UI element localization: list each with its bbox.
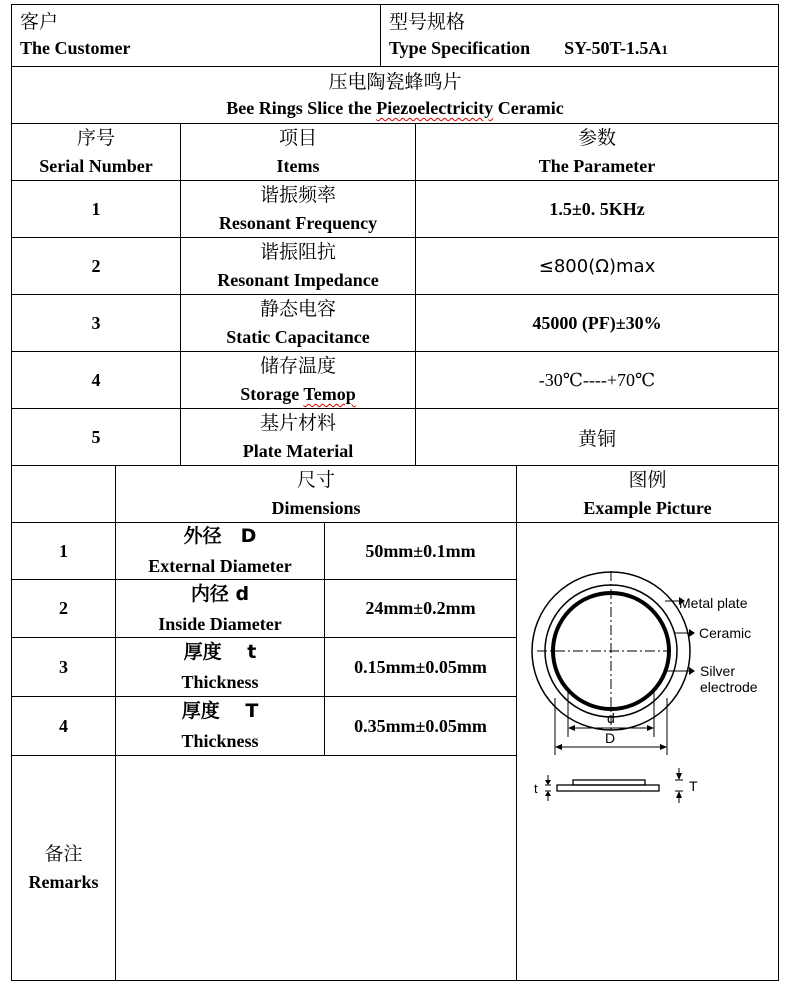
items-header-en: Items (276, 156, 320, 176)
title-en (226, 95, 563, 121)
dim-value: 24mm±0.2mm (365, 598, 476, 618)
dim-row-3-item (115, 637, 325, 697)
type-spec-line (389, 35, 770, 63)
param-row-2-value (415, 237, 779, 295)
example-picture-header-cn: 图例 (628, 469, 667, 491)
dimensions-header (115, 465, 517, 523)
dim-no: 2 (59, 598, 68, 618)
param-no: 2 (91, 255, 101, 276)
side-profile-ceramic (573, 780, 645, 785)
dim-row-1-no (11, 522, 116, 580)
param-row-1-value (415, 180, 779, 238)
remarks-label-en: Remarks (28, 872, 99, 892)
dim-item-cn-text: 厚度 T (181, 700, 259, 722)
label-T: T (689, 778, 698, 794)
serial-number-header-cn: 序号 (76, 127, 115, 149)
title-en-suffix: Ceramic (493, 98, 564, 118)
dim-row-1-item (115, 522, 325, 580)
model-number-suffix: 1 (661, 42, 668, 57)
param-item-en-underlined: Temop (303, 384, 356, 404)
title-cell (11, 66, 779, 124)
param-item-en: Resonant Impedance (217, 270, 379, 290)
param-item-cn: 静态电容 (259, 298, 336, 320)
example-picture-header-en: Example Picture (583, 498, 712, 518)
param-value: 1.5±0. 5KHz (549, 198, 645, 219)
items-header-cn: 项目 (278, 127, 317, 149)
dim-no: 1 (59, 540, 68, 561)
dim-row-3-value (324, 637, 517, 697)
dim-item-cn (182, 697, 259, 727)
param-no: 4 (91, 369, 101, 390)
param-item-cn: 谐振频率 (259, 184, 336, 206)
param-item-cn: 储存温度 (259, 355, 336, 377)
serial-number-header-en: Serial Number (39, 156, 153, 176)
label-D: D (605, 730, 616, 746)
dimensions-header-cn: 尺寸 (296, 469, 335, 491)
dim-item-cn (184, 522, 257, 552)
label-t: t (534, 781, 538, 796)
param-value: ≤800(Ω)max (538, 255, 656, 277)
param-row-1-no (11, 180, 181, 238)
remarks-content-cell (115, 755, 517, 981)
dim-row-2-value (324, 579, 517, 638)
label-metal-plate: Metal plate (679, 595, 748, 611)
dim-row-4-no (11, 696, 116, 756)
param-row-4-value (415, 351, 779, 409)
param-item-en: Plate Material (242, 441, 354, 461)
label-d: d (607, 710, 615, 726)
param-row-3-item (180, 294, 416, 352)
piezo-diagram (517, 523, 778, 980)
param-item-en: Resonant Frequency (218, 213, 378, 233)
param-row-1-item (180, 180, 416, 238)
param-row-2-item (180, 237, 416, 295)
remarks-label-cn: 备注 (44, 843, 83, 865)
dim-item-cn (184, 638, 257, 668)
dim-item-cn-text: 内径 d (190, 582, 250, 605)
dim-item-en: Thickness (181, 731, 259, 751)
label-ceramic: Ceramic (699, 625, 752, 641)
type-spec-cell (380, 4, 779, 67)
param-row-3-value (415, 294, 779, 352)
param-item-cn: 谐振阻抗 (259, 241, 336, 263)
dim-item-cn (191, 580, 249, 610)
dim-value: 0.35mm±0.05mm (354, 715, 487, 736)
title-cn: 压电陶瓷蜂鸣片 (328, 71, 462, 93)
title-en-underlined: Piezoelectricity (376, 98, 494, 118)
param-row-5-value (415, 408, 779, 466)
param-value: 黄铜 (577, 427, 616, 450)
dim-item-cn-text: 外径 D (183, 525, 257, 547)
dim-item-en: Inside Diameter (158, 613, 282, 634)
dimensions-header-en: Dimensions (271, 498, 361, 518)
dim-no: 4 (59, 715, 68, 736)
dim-row-2-item (115, 579, 325, 638)
type-spec-label-en: Type Specification (389, 38, 531, 58)
param-row-4-item (180, 351, 416, 409)
example-picture-cell (516, 522, 779, 981)
label-electrode: electrode (700, 679, 758, 695)
dim-value: 0.15mm±0.05mm (354, 656, 487, 677)
side-profile-plate (557, 785, 659, 791)
param-item-en-prefix: Storage (240, 384, 304, 404)
dim-item-en: Thickness (181, 672, 259, 692)
dim-no: 3 (59, 656, 68, 677)
type-spec-label-cn: 型号规格 (389, 11, 466, 33)
param-no: 1 (91, 198, 101, 219)
dim-row-4-item (115, 696, 325, 756)
param-item-cn: 基片材料 (259, 412, 336, 434)
param-row-2-no (11, 237, 181, 295)
customer-label-en: The Customer (20, 38, 131, 58)
customer-label-cn: 客户 (20, 11, 59, 33)
parameter-header-en: The Parameter (538, 156, 656, 176)
param-row-5-no (11, 408, 181, 466)
example-picture-header (516, 465, 779, 523)
param-no: 5 (91, 426, 101, 447)
items-header (180, 123, 416, 181)
model-number: SY-50T-1.5A (564, 38, 662, 58)
param-value: -30℃----+70℃ (538, 369, 656, 390)
param-no: 3 (91, 312, 101, 333)
label-silver: Silver (700, 663, 736, 679)
customer-cell (11, 4, 381, 67)
dim-value: 50mm±0.1mm (365, 540, 476, 561)
param-row-4-no (11, 351, 181, 409)
parameter-header-cn: 参数 (577, 127, 616, 149)
param-item-en (240, 380, 356, 408)
dim-item-cn-text: 厚度 t (183, 641, 257, 663)
dims-header-blank (11, 465, 116, 523)
dim-row-1-value (324, 522, 517, 580)
title-en-prefix: Bee Rings Slice the (226, 98, 377, 118)
param-value: 45000 (PF)±30% (532, 312, 662, 333)
remarks-label-cell (11, 755, 116, 981)
param-row-5-item (180, 408, 416, 466)
serial-number-header (11, 123, 181, 181)
dim-item-en: External Diameter (148, 556, 292, 576)
dim-row-3-no (11, 637, 116, 697)
parameter-header (415, 123, 779, 181)
dim-row-4-value (324, 696, 517, 756)
param-item-en: Static Capacitance (226, 327, 370, 347)
dim-row-2-no (11, 579, 116, 638)
param-row-3-no (11, 294, 181, 352)
